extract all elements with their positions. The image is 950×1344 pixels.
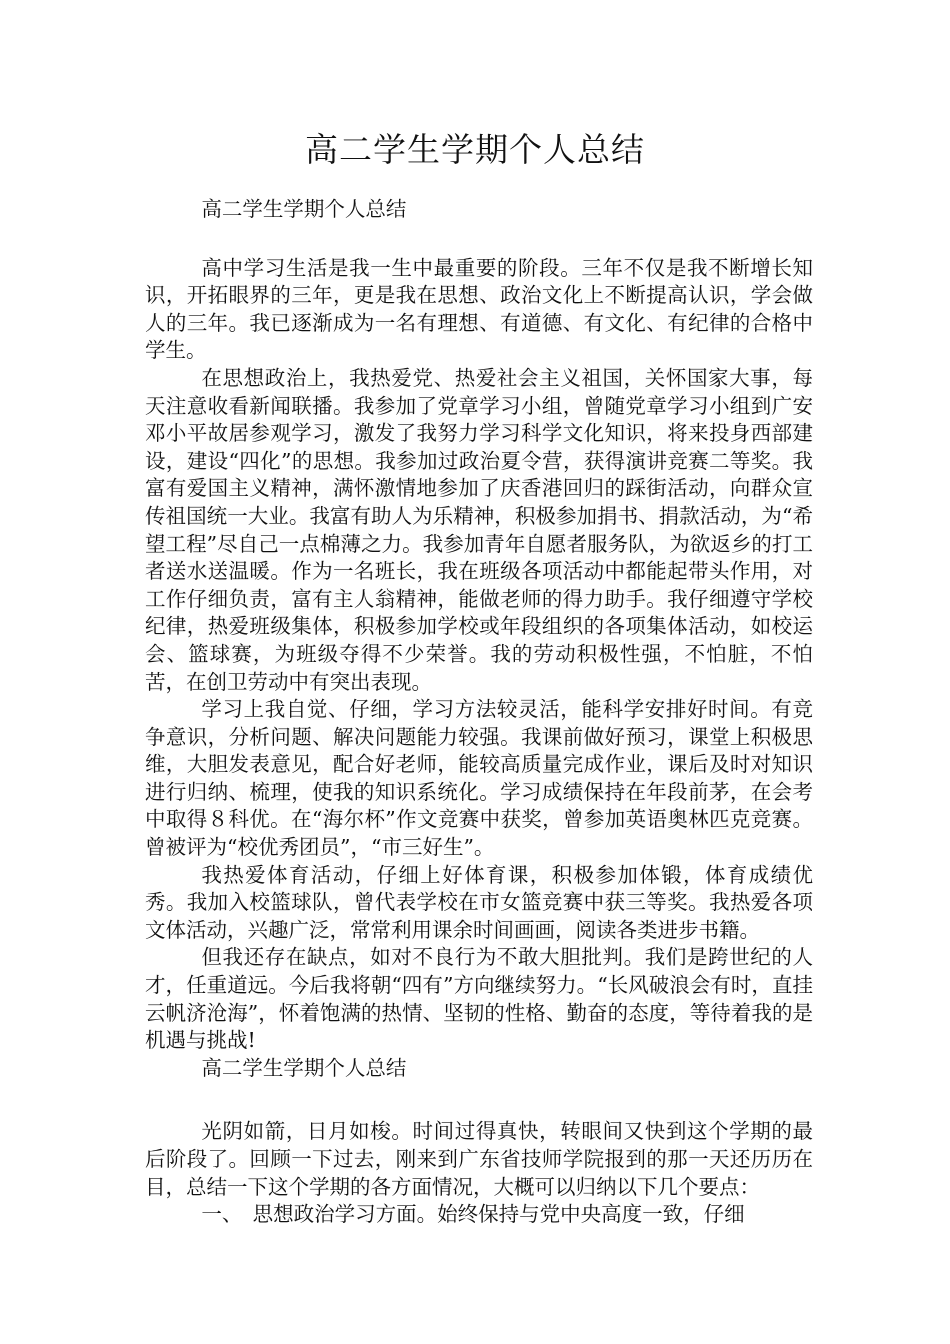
- paragraph: 但我还存在缺点，如对不良行为不敢大胆批判。我们是跨世纪的人才，任重道远。今后我将朝“四有”方向继续努力。“长风破浪会有时，直挂云帆济沧海”，怀着饱满的热情、坚韧的性格、勤奋的态度，等待着我的是机遇与挑战!: [145, 945, 813, 1053]
- document-body: [145, 196, 813, 1229]
- paragraph: 在思想政治上，我热爱党、热爱社会主义祖国，关怀国家大事，每天注意收看新闻联播。我参加了党章学习小组，曾随党章学习小组到广安邓小平故居参观学习，激发了我努力学习科学文化知识，将来投身西部建设，建设“四化”的思想。我参加过政治夏令营，获得演讲竞赛二等奖。我富有爱国主义精神，满怀激情地参加了庆香港回归的踩街活动，向群众宣传祖国统一大业。我富有助人为乐精神，积极参加捐书、捐款活动，为“希望工程”尽自己一点棉薄之力。我参加青年自愿者服务队，为欲返乡的打工者送水送温暖。作为一名班长，我在班级各项活动中都能起带头作用，对工作仔细负责，富有主人翁精神，能做老师的得力助手。我仔细遵守学校纪律，热爱班级集体，积极参加学校或年段组织的各项集体活动，如校运会、篮球赛，为班级夺得不少荣誉。我的劳动积极性强，不怕脏，不怕苦，在创卫劳动中有突出表现。: [145, 365, 813, 694]
- paragraph: 一、 思想政治学习方面。始终保持与党中央高度一致，仔细: [201, 1202, 745, 1227]
- subheading: 高二学生学期个人总结: [201, 197, 407, 221]
- document-title: 高二学生学期个人总结: [305, 130, 645, 169]
- paragraph: 学习上我自觉、仔细，学习方法较灵活，能科学安排好时间。有竞争意识，分析问题、解决问题能力较强。我课前做好预习，课堂上积极思维，大胆发表意见，配合好老师，能较高质量完成作业，课后及时对知识进行归纳、梳理，使我的知识系统化。学习成绩保持在年段前茅，在会考中取得８科优。在“海尔杯”作文竞赛中获奖，曾参加英语奥林匹克竞赛。曾被评为“校优秀团员”，“市三好生”。: [145, 697, 813, 860]
- paragraph: 光阴如箭，日月如梭。时间过得真快，转眼间又快到这个学期的最后阶段了。回顾一下过去，刚来到广东省技师学院报到的那一天还历历在目，总结一下这个学期的各方面情况，大概可以归纳以下几个要点：: [145, 1119, 813, 1199]
- paragraph: 我热爱体育活动，仔细上好体育课，积极参加体锻，体育成绩优秀。我加入校篮球队，曾代表学校在市女篮竞赛中获三等奖。我热爱各项文体活动，兴趣广泛，常常利用课余时间画画，阅读各类进步书籍。: [145, 862, 813, 942]
- subheading: 高二学生学期个人总结: [201, 1055, 407, 1080]
- paragraph: 高中学习生活是我一生中最重要的阶段。三年不仅是我不断增长知识，开拓眼界的三年，更是我在思想、政治文化上不断提高认识，学会做人的三年。我已逐渐成为一名有理想、有道德、有文化、有纪律的合格中学生。: [145, 255, 813, 363]
